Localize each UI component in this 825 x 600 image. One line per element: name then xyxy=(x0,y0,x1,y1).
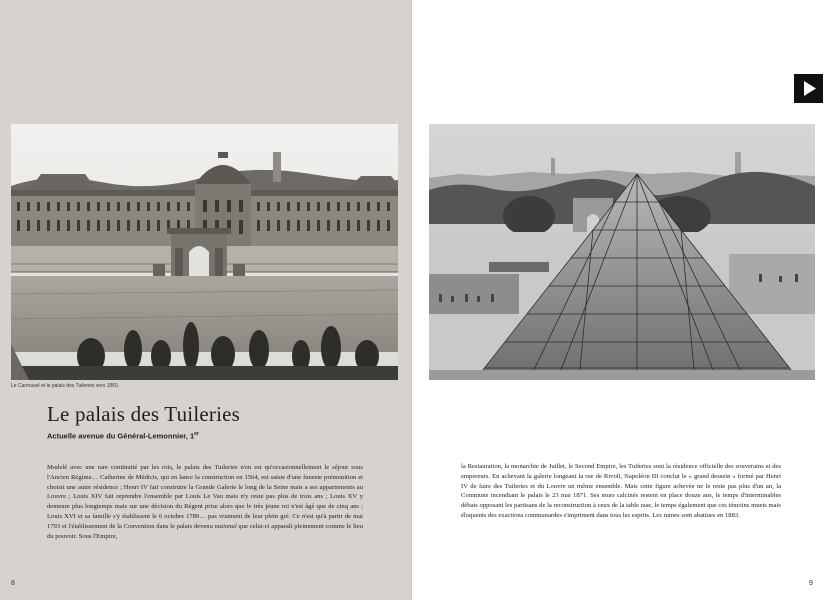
page-number-right: 9 xyxy=(809,580,813,587)
right-page xyxy=(412,0,825,600)
play-icon xyxy=(794,74,823,103)
body-text-part-2: que celui-ci apparaît pleinement comme le lieu du pouvoir. Sous l'Empire, xyxy=(47,522,363,540)
photo-louvre-pyramid-icon xyxy=(429,124,815,380)
photo-tuileries-carrousel-icon xyxy=(11,124,398,380)
body-text-italic: national xyxy=(214,522,237,530)
body-text-part-1: Modelé avec une rare continuité par les rois, le palais des Tuileries n'en est qu'occasionnellement le séjour sous l'Ancien Régime… Catherine de Médicis, qui en lance la construction en 1564, est saisie d'une funeste prémonition et choisit une autre résidence ; Henri IV fait construire la Grande Galerie le long de la Seine mais a ses appartements au Louvre ; Louis XIV fait reprendre l'ensemble par Louis Le Vau mais n'y reste pas plus de trois ans ; Louis XV y demeure plus longtemps mais sur une décision du Régent prise alors que le très jeune roi n'est âgé que de cinq ans ; Louis XVI et sa famille s'y établissent le 6 octobre 1789… pas vraiment de leur plein gré. Ce n'est qu'à partir de mai 1793 et l'établissement de la Convention dans le palais devenu xyxy=(47,464,363,530)
subtitle-text: Actuelle avenue du Général-Lemonnier, 1 xyxy=(47,431,195,441)
page-subtitle xyxy=(47,431,199,441)
page-title: Le palais des Tuileries xyxy=(47,402,240,426)
photo-louvre-pyramid xyxy=(429,124,815,380)
subtitle-superscript: er xyxy=(194,431,199,437)
left-page xyxy=(0,0,412,600)
body-paragraph-left xyxy=(47,463,363,541)
photo-caption: Le Carrousel et le palais des Tuileries vers 1860. xyxy=(11,383,120,389)
photo-tuileries-carrousel xyxy=(11,124,398,380)
play-button[interactable] xyxy=(794,74,823,103)
page-number-left: 8 xyxy=(11,580,15,587)
body-paragraph-right: la Restauration, la monarchie de Juillet, le Second Empire, les Tuileries sont la résidence officielle des souverains et des empereurs. En achevant la galerie longeant la rue de Rivoli, Napoléon III conclut le « grand dessein » formé par Henri IV de faire des Tuileries et du Louvre un même ensemble. Mais cette figure achevée ne le reste pas plus d'un an, la Commune incendiant le palais le 23 mai 1871. Ses murs calcinés restent en place douze ans, le temps d'interminables débats opposant les partisans de la reconstruction à ceux de la table rase, le temps également que ces témoins muets mais éloquents des exactions communardes s'impriment dans tous les esprits. Les ruines sont abattues en 1883. xyxy=(461,463,781,519)
